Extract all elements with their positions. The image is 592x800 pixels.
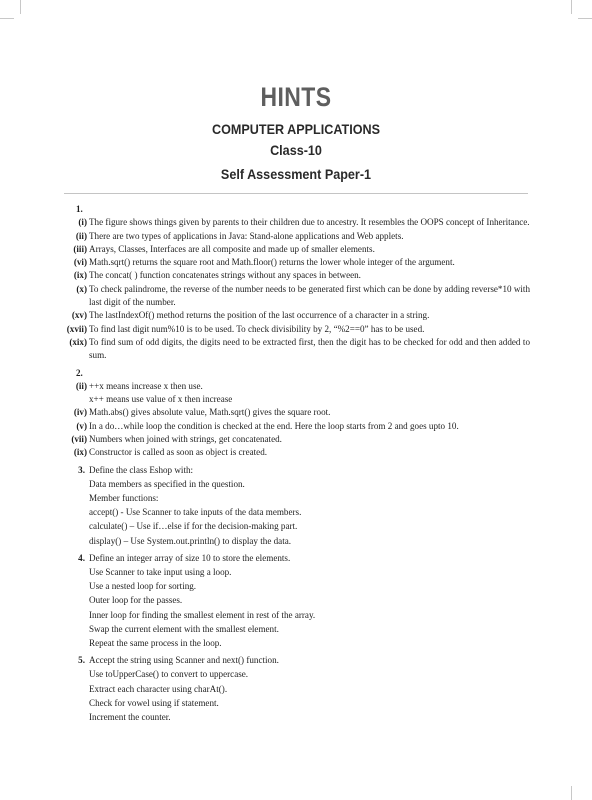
item-marker: (xix) [69,336,87,347]
section-number: 1. [76,204,83,214]
list-item: Check for vowel using if statement. [89,697,219,708]
list-item [78,654,530,667]
item-text: Math.abs() gives absolute value, Math.sqrt() gives the square root. [89,407,331,418]
list-item: Use toUpperCase() to convert to uppercase. [89,669,249,680]
section-2 [60,380,530,460]
crop-mark [571,0,572,14]
list-item [78,552,530,565]
item-marker: (xv) [71,310,87,321]
crop-mark [0,18,14,19]
item-text: Define the class Eshop with: [89,464,194,475]
list-item [60,256,530,269]
item-text: To check palindrome, the reverse of the number needs to be generated first which can be done by adding reverse*10 with last digit of the number. [89,283,531,308]
paper-heading: Self Assessment Paper-1 [220,166,372,182]
item-marker: (vi) [73,257,87,268]
item-text: x++ means use value of x then increase [89,394,233,405]
list-item [60,323,530,336]
section-5 [60,654,530,724]
item-marker: (ii) [75,380,87,391]
item-text: The figure shows things given by parents to their children due to ancestry. It resembles the OOPS concept of Inheritance. [89,217,530,228]
item-text: Math.sqrt() returns the square root and Math.floor() returns the lower whole integer of the argument. [89,257,455,268]
list-item: calculate() – Use if…else if for the decision-making part. [89,521,298,532]
list-item [60,283,530,310]
item-marker: (iv) [73,407,87,418]
item-text: To find last digit num%10 is to be used. To check divisibility by 2, “%2==0” has to be used. [89,323,425,334]
list-item: Use Scanner to take input using a loop. [89,567,232,578]
list-item: Outer loop for the passes. [89,595,183,606]
section-3 [60,464,530,548]
divider [64,193,528,194]
item-marker: (v) [76,420,87,431]
hints-content [60,203,530,724]
item-text: Arrays, Classes, Interfaces are all composite and made up of smaller elements. [89,243,375,254]
section-number: 2. [76,367,83,378]
item-text: In a do…while loop the condition is checked at the end. Here the loop starts from 2 and goes upto 10. [89,420,459,431]
crop-mark [571,786,572,800]
item-text: There are two types of applications in Java: Stand-alone applications and Web applets. [89,230,404,241]
item-text: The lastIndexOf() method returns the position of the last occurrence of a character in a string. [89,310,430,321]
list-item: Member functions: [89,493,159,504]
subject-heading: COMPUTER APPLICATIONS [211,121,380,137]
list-item: display() – Use System.out.println() to display the data. [89,535,292,546]
list-item: accept() - Use Scanner to take inputs of the data members. [89,507,302,518]
list-item: Swap the current element with the smallest element. [89,623,279,634]
list-item: Extract each character using charAt(). [89,683,228,694]
list-item [60,446,530,459]
item-marker: (xvii) [66,323,87,334]
list-item [78,464,530,477]
item-text: To find sum of odd digits, the digits need to be extracted first, then the digit has to be checked for odd and then added to sum. [89,336,530,361]
section-number: 4. [78,552,85,563]
list-item [60,336,530,363]
list-item [60,230,530,243]
item-marker: (iii) [73,243,87,254]
crop-mark [578,18,592,19]
list-item [60,380,530,393]
list-item: Repeat the same process in the loop. [89,638,222,648]
item-text: Numbers when joined with strings, get concatenated. [89,434,282,445]
section-number: 5. [78,655,85,666]
list-item [60,420,530,433]
item-text: ++x means increase x then use. [89,380,203,391]
list-item: Increment the counter. [89,712,171,723]
list-item [60,393,530,406]
item-marker: (x) [76,283,87,294]
list-item [60,216,530,229]
item-text: Accept the string using Scanner and next() function. [89,655,279,666]
list-item [60,406,530,419]
section-4 [60,552,530,650]
item-marker: (ii) [75,230,87,241]
item-marker: (vii) [71,434,87,445]
section-1 [60,216,530,362]
list-item [60,433,530,446]
section-number: 3. [78,464,85,475]
crop-mark [20,0,21,14]
list-item [60,309,530,322]
list-item: Inner loop for finding the smallest element in rest of the array. [89,609,316,620]
item-marker: (i) [78,217,87,228]
item-text: Define an integer array of size 10 to store the elements. [89,552,291,563]
list-item [60,269,530,282]
list-item: Use a nested loop for sorting. [89,581,197,592]
item-text: Constructor is called as soon as object is created. [89,447,268,458]
class-heading: Class-10 [270,142,322,158]
item-marker: (ix) [73,270,87,281]
item-text: The concat( ) function concatenates strings without any spaces in between. [89,270,361,281]
item-marker: (ix) [73,447,87,458]
page-title: HINTS [260,82,332,112]
list-item [60,243,530,256]
list-item: Data members as specified in the question. [89,478,245,489]
